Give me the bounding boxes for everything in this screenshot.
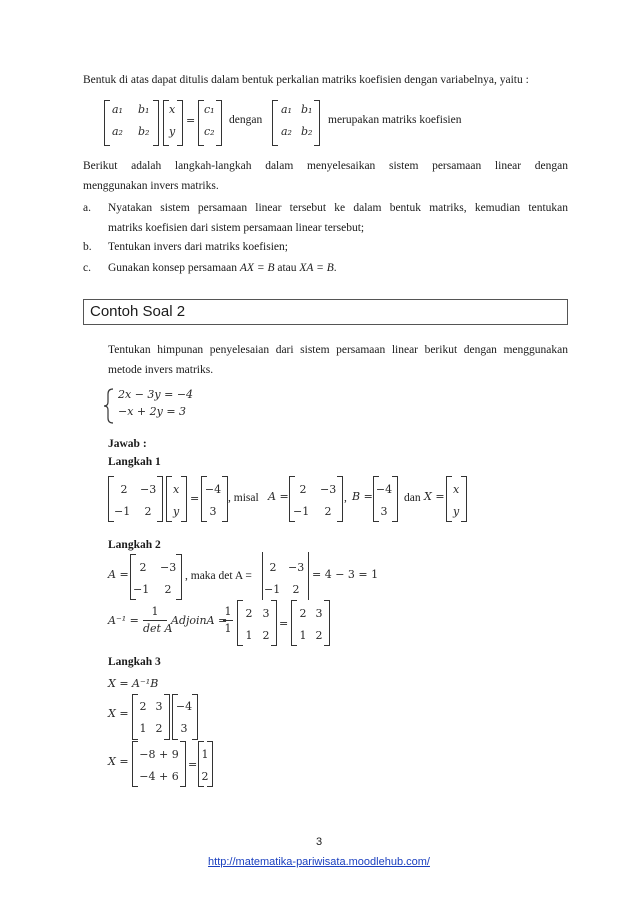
fraction-bar <box>143 620 167 621</box>
jawab-label: Jawab : <box>108 438 147 450</box>
matrix-entry: a₁ <box>112 103 123 116</box>
X-label: X = <box>108 755 129 768</box>
merupakan-label: merupakan matriks koefisien <box>328 114 462 126</box>
vector-entry: 3 <box>209 505 217 518</box>
matrix-entry: 2 <box>299 483 307 496</box>
list-marker: b. <box>83 241 92 253</box>
X-label: X = <box>424 490 445 503</box>
equation-2: −x + 2y = 3 <box>118 405 187 418</box>
matrix-entry: −3 <box>320 483 337 496</box>
matrix-entry: a₂ <box>281 125 292 138</box>
matrix-entry: 3 <box>262 607 270 620</box>
matrix-entry: 1 <box>139 722 147 735</box>
page-number: 3 <box>315 836 323 848</box>
matrix-entry: 2 <box>299 607 307 620</box>
vector-entry: 1 <box>201 748 209 761</box>
matrix-entry: 2 <box>164 583 172 596</box>
left-brace <box>104 388 114 424</box>
matrix-entry: b₁ <box>138 103 150 116</box>
step1-title: Langkah 1 <box>108 456 161 468</box>
vector-entry: −4 <box>175 700 193 713</box>
comma: , <box>344 492 347 504</box>
list-item-b: Tentukan invers dari matriks koefisien; <box>108 241 288 253</box>
vector-entry: x <box>453 483 460 496</box>
intro-text: Bentuk di atas dapat ditulis dalam bentuk perkalian matriks koefisien dengan variabelnya, yaitu : <box>83 74 529 86</box>
matrix-entry: 2 <box>315 629 323 642</box>
matrix-entry: 1 <box>245 629 253 642</box>
vector-entry: y <box>453 505 460 518</box>
vector-entry: c₂ <box>204 125 215 138</box>
vector-entry: −4 + 6 <box>139 770 179 783</box>
steps-intro-line1: Berikut adalah langkah-langkah dalam menyelesaikan sistem persamaan linear dengan <box>83 160 568 172</box>
matrix-entry: 3 <box>155 700 163 713</box>
list-item-c <box>108 260 337 276</box>
list-item-c-text: Gunakan konsep persamaan <box>108 262 240 274</box>
list-item-a-line2: matriks koefisien dari sistem persamaan linear tersebut; <box>108 222 365 234</box>
vector-entry: c₁ <box>204 103 215 116</box>
misal-label: , misal <box>228 492 259 504</box>
vector-entry: y <box>169 125 176 138</box>
steps-intro-line2: menggunakan invers matriks. <box>83 180 219 192</box>
X-label: X = <box>108 707 129 720</box>
example-heading-box <box>83 299 568 325</box>
vector-entry: −4 <box>204 483 222 496</box>
list-item-c-text: . <box>333 262 337 274</box>
matrix-entry: 2 <box>245 607 253 620</box>
dan-label: dan <box>404 492 421 504</box>
equation-1: 2x − 3y = −4 <box>118 388 194 401</box>
matrix-entry: 1 <box>299 629 307 642</box>
matrix-entry: 2 <box>144 505 152 518</box>
A-label: A = <box>108 568 129 581</box>
matrix-entry: 2 <box>120 483 128 496</box>
footer-link-wrap <box>0 852 638 870</box>
vector-entry: −8 + 9 <box>139 748 179 761</box>
fraction-numerator: 1 <box>224 605 232 618</box>
det-result: = 4 − 3 = 1 <box>312 568 379 581</box>
equals-sign: = <box>188 758 198 771</box>
adjoin-label: AdjoinA = <box>171 614 228 627</box>
matrix-entry: b₁ <box>301 103 313 116</box>
step3-title: Langkah 3 <box>108 656 161 668</box>
vector-entry: 3 <box>380 505 388 518</box>
dengan-label: dengan <box>229 114 263 126</box>
vector-entry: x <box>169 103 176 116</box>
matrix-entry: b₂ <box>138 125 150 138</box>
vector-entry: −4 <box>375 483 393 496</box>
matrix-entry: −1 <box>114 505 131 518</box>
det-text: , maka det A = <box>185 570 252 582</box>
matrix-entry: −1 <box>264 583 281 596</box>
list-item-a-line1: Nyatakan sistem persamaan linear tersebut ke dalam bentuk matriks, kemudian tentukan <box>108 202 568 214</box>
example-heading: Contoh Soal 2 <box>90 303 186 320</box>
matrix-entry: 2 <box>262 629 270 642</box>
matrix-entry: b₂ <box>301 125 313 138</box>
matrix-entry: 3 <box>315 607 323 620</box>
matrix-entry: a₁ <box>281 103 292 116</box>
A-label: A = <box>268 490 289 503</box>
fraction-bar <box>223 620 233 621</box>
matrix-entry: 2 <box>324 505 332 518</box>
matrix-entry: −3 <box>160 561 177 574</box>
equals-sign: = <box>186 114 196 127</box>
equation-xa-b: XA = B <box>299 262 334 274</box>
fraction-denominator: 1 <box>224 622 232 635</box>
matrix-entry: −3 <box>288 561 305 574</box>
matrix-entry: −3 <box>140 483 157 496</box>
list-marker: a. <box>83 202 91 214</box>
question-line1: Tentukan himpunan penyelesaian dari sistem persamaan linear berikut dengan menggunakan <box>108 344 568 356</box>
step2-title: Langkah 2 <box>108 539 161 551</box>
B-label: B = <box>352 490 373 503</box>
equals-sign: = <box>279 617 289 630</box>
fraction-denominator: det A <box>143 622 173 635</box>
matrix-entry: 2 <box>292 583 300 596</box>
matrix-entry: −1 <box>133 583 150 596</box>
inverse-label: A⁻¹ = <box>108 614 139 627</box>
vector-entry: y <box>173 505 180 518</box>
matrix-entry: 2 <box>139 561 147 574</box>
matrix-entry: 2 <box>269 561 277 574</box>
matrix-entry: −1 <box>293 505 310 518</box>
vector-entry: x <box>173 483 180 496</box>
vector-entry: 2 <box>201 770 209 783</box>
list-marker: c. <box>83 262 91 274</box>
equation-ax-b: AX = B <box>239 262 275 274</box>
fraction-numerator: 1 <box>151 605 159 618</box>
footer-link[interactable]: http://matematika-pariwisata.moodlehub.com/ <box>208 856 430 868</box>
matrix-entry: 2 <box>155 722 163 735</box>
list-item-c-text: atau <box>274 262 300 274</box>
vector-entry: 3 <box>180 722 188 735</box>
step3-formula: X = A⁻¹B <box>108 677 159 690</box>
equals-sign: = <box>190 492 200 505</box>
matrix-entry: a₂ <box>112 125 123 138</box>
matrix-entry: 2 <box>139 700 147 713</box>
question-line2: metode invers matriks. <box>108 364 214 376</box>
